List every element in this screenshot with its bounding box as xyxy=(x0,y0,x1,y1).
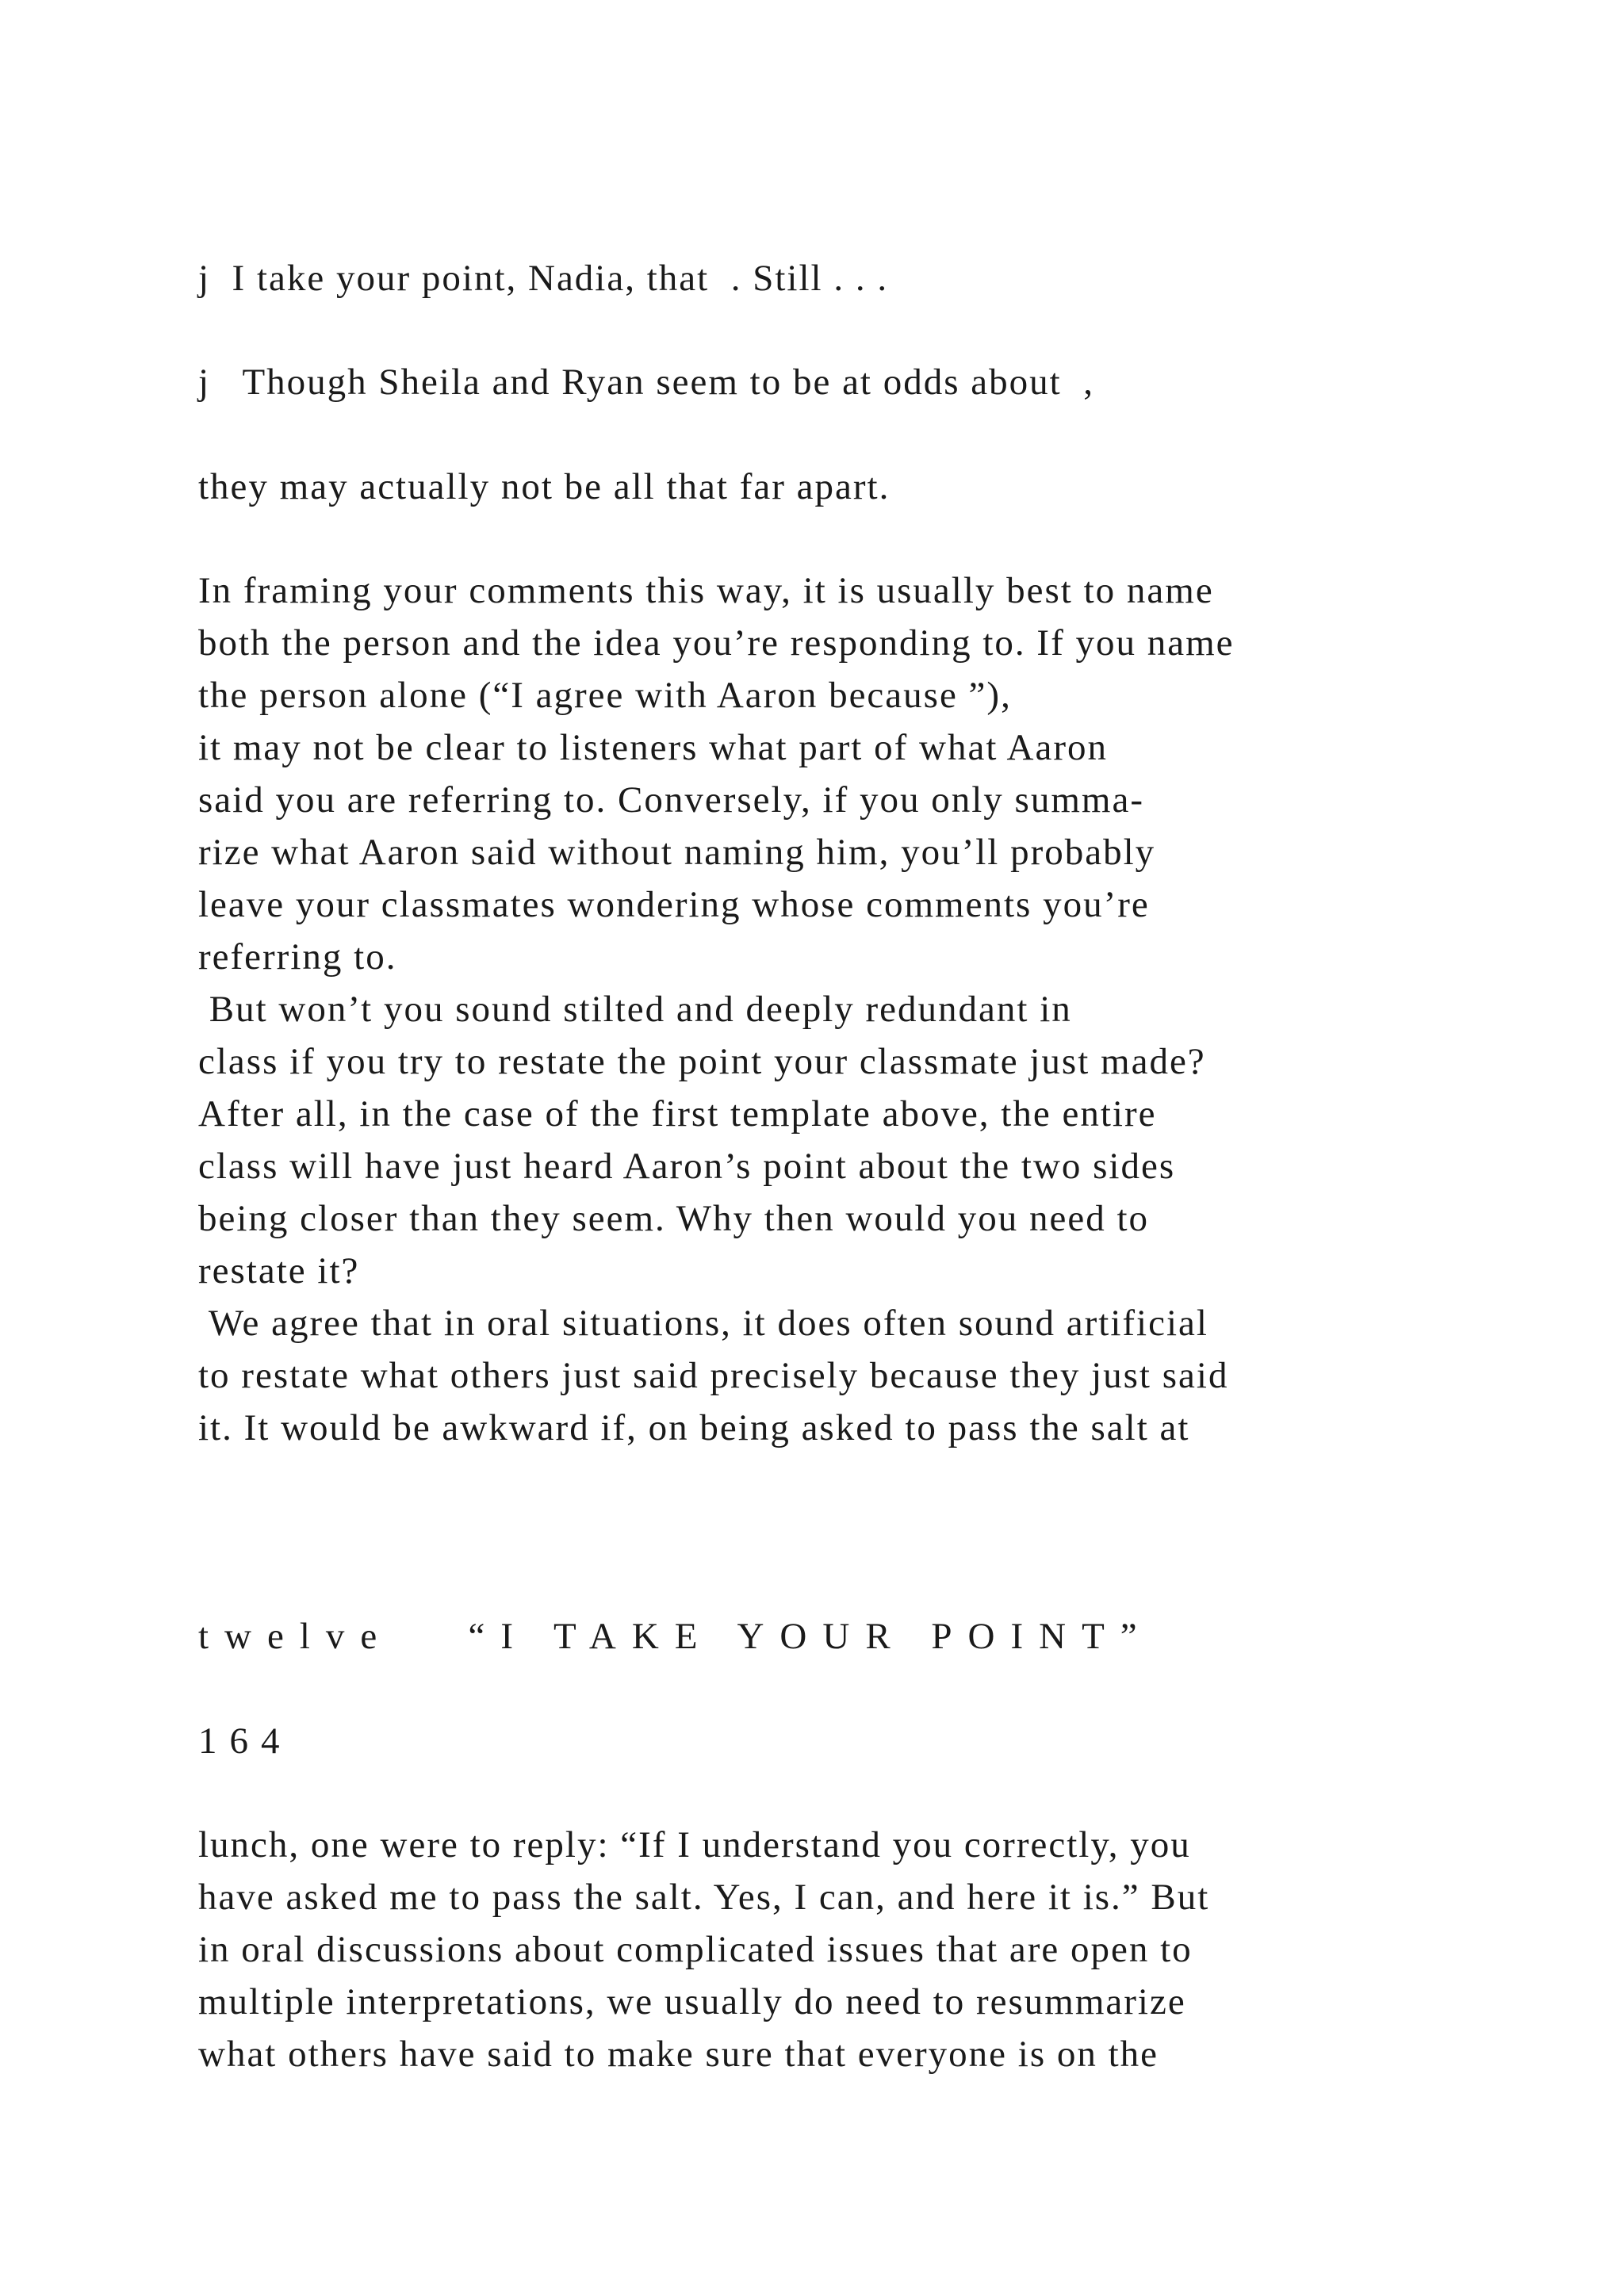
paragraph-4-line-3: in oral discussions about complicated issues that are open to xyxy=(198,1929,1193,1970)
paragraph-4-line-1: lunch, one were to reply: “If I understand you correctly, you xyxy=(198,1824,1191,1866)
page-number: 164 xyxy=(198,1720,293,1762)
running-header: twelve “I TAKE YOUR POINT” xyxy=(198,1616,1153,1657)
paragraph-1-line-4: it may not be clear to listeners what part of what Aaron xyxy=(198,727,1108,768)
paragraph-1-line-6: rize what Aaron said without naming him, you’ll probably xyxy=(198,832,1156,873)
template-line-2: j Though Sheila and Ryan seem to be at odds about , xyxy=(198,362,1094,403)
template-line-1: j I take your point, Nadia, that . Still . . . xyxy=(198,258,889,299)
paragraph-2-line-5: being closer than they seem. Why then would you need to xyxy=(198,1198,1150,1239)
template-line-3: they may actually not be all that far apart. xyxy=(198,466,891,507)
paragraph-3-line-2: to restate what others just said precisely because they just said xyxy=(198,1355,1229,1396)
paragraph-2-line-6: restate it? xyxy=(198,1250,360,1292)
paragraph-1-line-3: the person alone (“I agree with Aaron because ”), xyxy=(198,675,1012,716)
paragraph-3-line-1: We agree that in oral situations, it does often sound artificial xyxy=(198,1303,1208,1344)
paragraph-1-line-1: In framing your comments this way, it is usually best to name xyxy=(198,570,1214,611)
paragraph-2-line-1: But won’t you sound stilted and deeply redundant in xyxy=(198,989,1072,1030)
paragraph-2-line-3: After all, in the case of the first template above, the entire xyxy=(198,1093,1157,1135)
paragraph-1-line-7: leave your classmates wondering whose comments you’re xyxy=(198,884,1150,925)
paragraph-4-line-4: multiple interpretations, we usually do need to resummarize xyxy=(198,1981,1186,2022)
paragraph-3-line-3: it. It would be awkward if, on being asked to pass the salt at xyxy=(198,1407,1190,1448)
paragraph-1-line-8: referring to. xyxy=(198,936,397,978)
paragraph-2-line-4: class will have just heard Aaron’s point about the two sides xyxy=(198,1146,1176,1187)
paragraph-4-line-2: have asked me to pass the salt. Yes, I can, and here it is.” But xyxy=(198,1877,1210,1918)
paragraph-2-line-2: class if you try to restate the point your classmate just made? xyxy=(198,1041,1206,1082)
paragraph-4-line-5: what others have said to make sure that everyone is on the xyxy=(198,2034,1159,2075)
paragraph-1-line-2: both the person and the idea you’re responding to. If you name xyxy=(198,622,1235,664)
paragraph-1-line-5: said you are referring to. Conversely, if you only summa- xyxy=(198,779,1144,821)
